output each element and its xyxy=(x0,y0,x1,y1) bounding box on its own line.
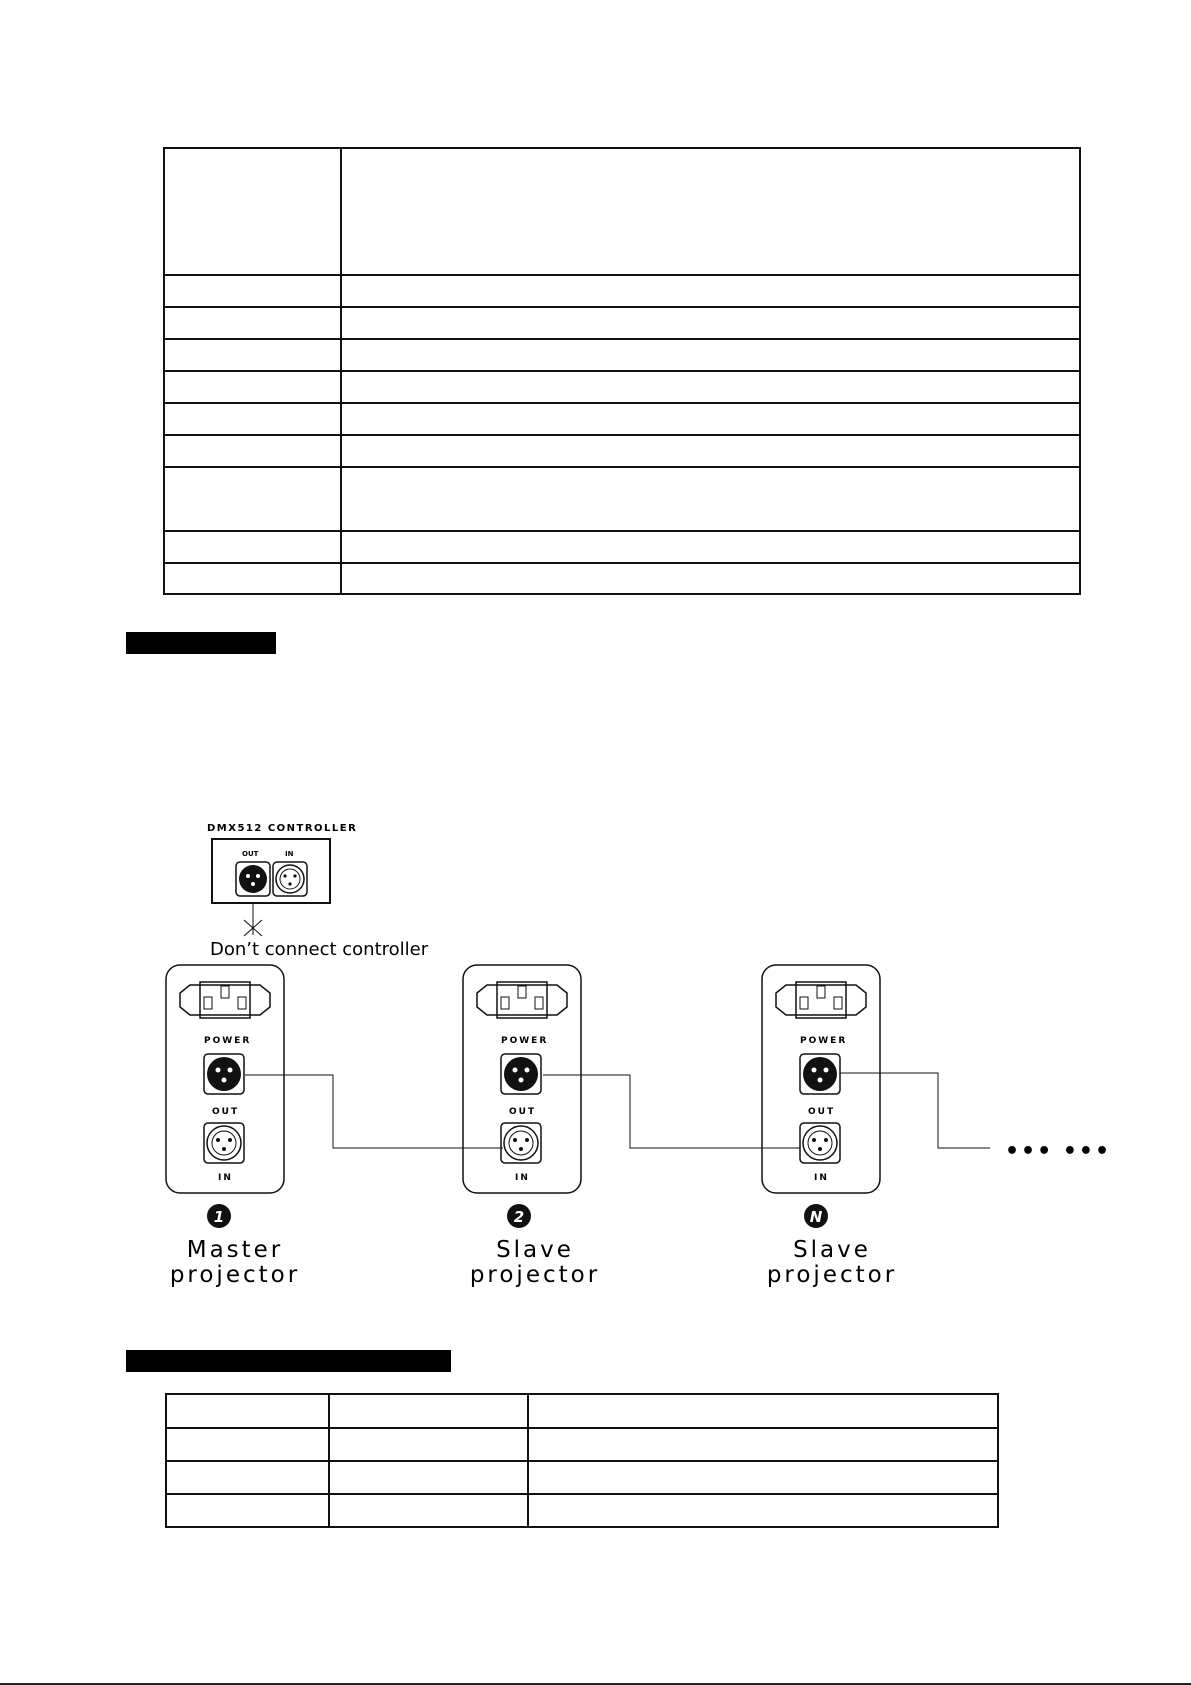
xlr-out-icon xyxy=(501,1054,541,1094)
spec-table-row-divider xyxy=(165,370,1079,372)
unit-name-line2: projector xyxy=(766,1262,898,1288)
power-inlet-icon xyxy=(477,982,567,1018)
xlr-in-icon xyxy=(501,1123,541,1163)
unit-caption xyxy=(170,1204,300,1288)
power-inlet-icon xyxy=(180,982,270,1018)
spec-table-row-divider xyxy=(165,434,1079,436)
unit-number: N xyxy=(809,1208,823,1226)
unit-name-line2: projector xyxy=(469,1262,601,1288)
dmx-cables xyxy=(245,1073,990,1148)
dmx-controller xyxy=(207,823,429,960)
in-label: IN xyxy=(515,1173,530,1183)
projector-panel xyxy=(166,965,284,1193)
spec-table-row-divider xyxy=(165,306,1079,308)
unit-name-line1: Slave xyxy=(496,1237,574,1263)
unit-name-line1: Slave xyxy=(793,1237,871,1263)
spec-table-row-divider xyxy=(165,466,1079,468)
xlr-in-icon xyxy=(204,1123,244,1163)
projector-panel xyxy=(463,965,581,1193)
in-label: IN xyxy=(218,1173,233,1183)
spec-table-row-divider xyxy=(165,402,1079,404)
controller-in-label: IN xyxy=(285,850,294,858)
controller-title: DMX512 CONTROLLER xyxy=(207,823,358,834)
xlr-in-icon xyxy=(800,1123,840,1163)
power-label: POWER xyxy=(204,1036,252,1046)
projector-panel xyxy=(762,965,880,1193)
power-label: POWER xyxy=(800,1036,848,1046)
spec-table-row-divider xyxy=(165,338,1079,340)
connection-diagram xyxy=(0,800,1191,1300)
xlr-out-icon xyxy=(800,1054,840,1094)
power-inlet-icon xyxy=(776,982,866,1018)
out-label: OUT xyxy=(808,1107,836,1117)
out-label: OUT xyxy=(509,1107,537,1117)
section-heading-bar xyxy=(126,1350,451,1372)
unit-name-line1: Master xyxy=(186,1237,284,1263)
unit-number: 2 xyxy=(513,1208,525,1226)
spec-table-row-divider xyxy=(165,274,1079,276)
spec-table xyxy=(163,147,1081,595)
in-label: IN xyxy=(814,1173,829,1183)
controller-out-label: OUT xyxy=(242,850,259,858)
unit-caption xyxy=(767,1204,897,1288)
xlr-in-icon xyxy=(273,862,307,896)
dmx-table-row-divider xyxy=(167,1493,997,1495)
xlr-out-icon xyxy=(204,1054,244,1094)
section-heading-bar xyxy=(126,632,276,654)
power-label: POWER xyxy=(501,1036,549,1046)
dmx-table-row-divider xyxy=(167,1427,997,1429)
dont-connect-note: Don’t connect controller xyxy=(210,939,429,960)
dmx-table-row-divider xyxy=(167,1460,997,1462)
unit-name-line2: projector xyxy=(169,1262,301,1288)
spec-table-row-divider xyxy=(165,562,1079,564)
out-label: OUT xyxy=(212,1107,240,1117)
continuation-dots: ••• ••• xyxy=(1005,1139,1112,1164)
dmx-table xyxy=(165,1393,999,1528)
xlr-out-icon xyxy=(236,862,270,896)
spec-table-row-divider xyxy=(165,530,1079,532)
unit-caption xyxy=(470,1204,600,1288)
unit-number: 1 xyxy=(213,1208,225,1226)
